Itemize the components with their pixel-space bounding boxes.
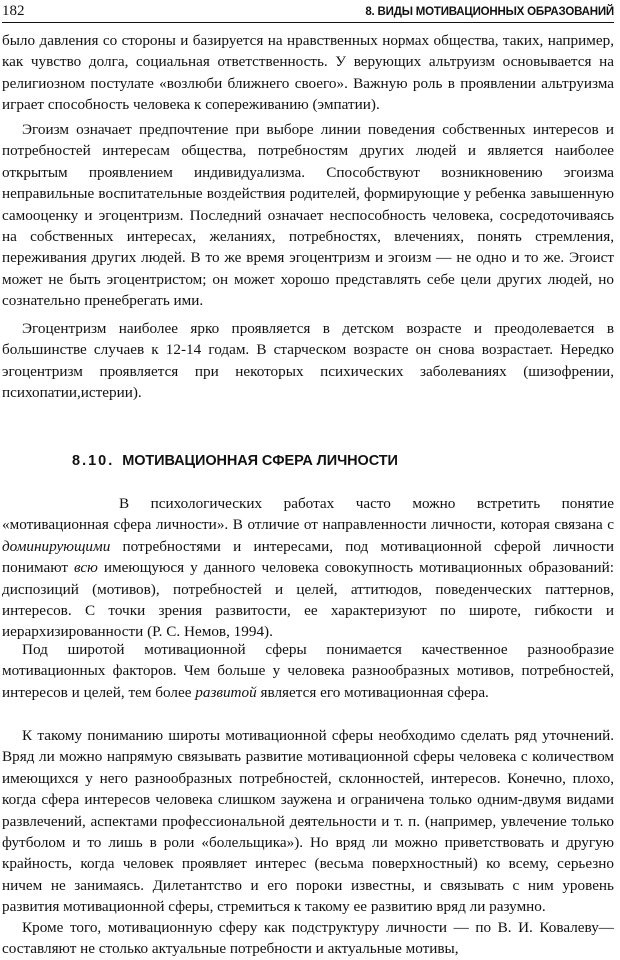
page-header (2, 2, 614, 23)
p4-emphasis-dominant: доминирующими (2, 537, 111, 555)
running-title: 8. ВИДЫ МОТИВАЦИОННЫХ ОБРАЗОВАНИЙ (365, 6, 614, 18)
paragraph-egocentrism: Эгоцентризм наиболее ярко проявляется в детском возрасте и преодолевается в большинстве случаев к 12-14 годам. В старческом возрасте он снова возрастает. Нередко эгоцентризм проявляется при некоторых психических заболеваниях (шизофрении, психопатии,истерии). (2, 320, 614, 402)
section-number: 8.10. (72, 453, 115, 469)
section-heading (72, 452, 398, 470)
paragraph-egoism: Эгоизм означает предпочтение при выборе линии поведения собственных интересов и потребностей интересам общества, потребностям других людей и является наиболее открытым проявлением индивидуализма. Способствуют возникновению эгоизма неправильные воспитательные воздействия родителей, формирующие у ребенка завышенную самооценку и эгоцентризм. Последний означает неспособность человека, сосредоточиваясь на собственных интересах, желаниях, потребностях, влечениях, понять стремления, переживания других людей. В то же время эгоцентризм и эгоизм — не одно и то же. Эгоист может не быть эгоцентристом; он может хорошо представлять себе цели других людей, но сознательно пренебрегать ими. (2, 121, 614, 310)
p5-emphasis-developed: развитой (195, 683, 257, 701)
paragraph-breadth (2, 639, 614, 703)
p5-text-a: Под широтой мотивационной сферы понимается качественное разнообразие мотивационных факторов. Чем больше у человека разнообразных мотивов, потребностей, интересов и целей, тем более (2, 641, 614, 701)
paragraph-clarifications: К такому пониманию широты мотивационной сферы необходимо сделать ряд уточнений. Вряд ли можно напрямую связывать развитие мотивационной сферы человека с количеством имеющихся у него разнообразных потребностей, склонностей, интересов. Конечно, плохо, когда сфера интересов человека слишком заужена и ограничена только одним-двумя видами развлечений, аспектами профессиональной деятельности и т. п. (например, увлечение только футболом и то лишь в роли «болельщика»). Но вряд ли можно приветствовать и другую крайность, когда человек проявляет интерес (весьма поверхностный) ко всему, серьезно ничем не занимаясь. Дилетантство и его пороки известны, и связывать с ним уровень развития мотивационной сферы, стремиться к такому ее развитию вряд ли разумно. (2, 727, 614, 916)
page-number: 182 (2, 3, 25, 19)
paragraph-kovalev: Кроме того, мотивационную сферу как подструктуру личности — по В. И. Ковалеву— составляют не столько актуальные потребности и актуальные мотивы, (2, 919, 614, 958)
p4-emphasis-all: всю (74, 559, 98, 577)
paragraph-altruism-end: было давления со стороны и базируется на нравственных нормах общества, таких, например, как чувство долга, социальная ответственность. У верующих альтруизм основывается на религиозном постулате «возлюби ближнего своего». Важную роль в проявлении альтруизма играет способность человека к сопереживанию (эмпатии). (2, 32, 614, 114)
p4-text-a: В психологических работах часто можно встретить понятие «мотивационная сфера личности». В отличие от направленности личности, которая связана с (2, 495, 614, 534)
paragraph-motivational-sphere (2, 493, 614, 643)
section-title-text: МОТИВАЦИОННАЯ СФЕРА ЛИЧНОСТИ (122, 453, 398, 469)
p5-text-b: является его мотивационная сфера. (256, 683, 489, 701)
p4-text-b: потребностями и интересами, под мотивационной сферой личности понимают (2, 537, 614, 577)
p4-text-c: имеющуюся у данного человека совокупность мотивационных образований: диспозиций (мотивов), потребностей и целей, аттитюдов, поведенческих паттернов, интересов. С точки зрения развитости, ее характеризуют по широте, гибкости и иерархизированности (Р. С. Немов, 1994). (2, 559, 614, 641)
